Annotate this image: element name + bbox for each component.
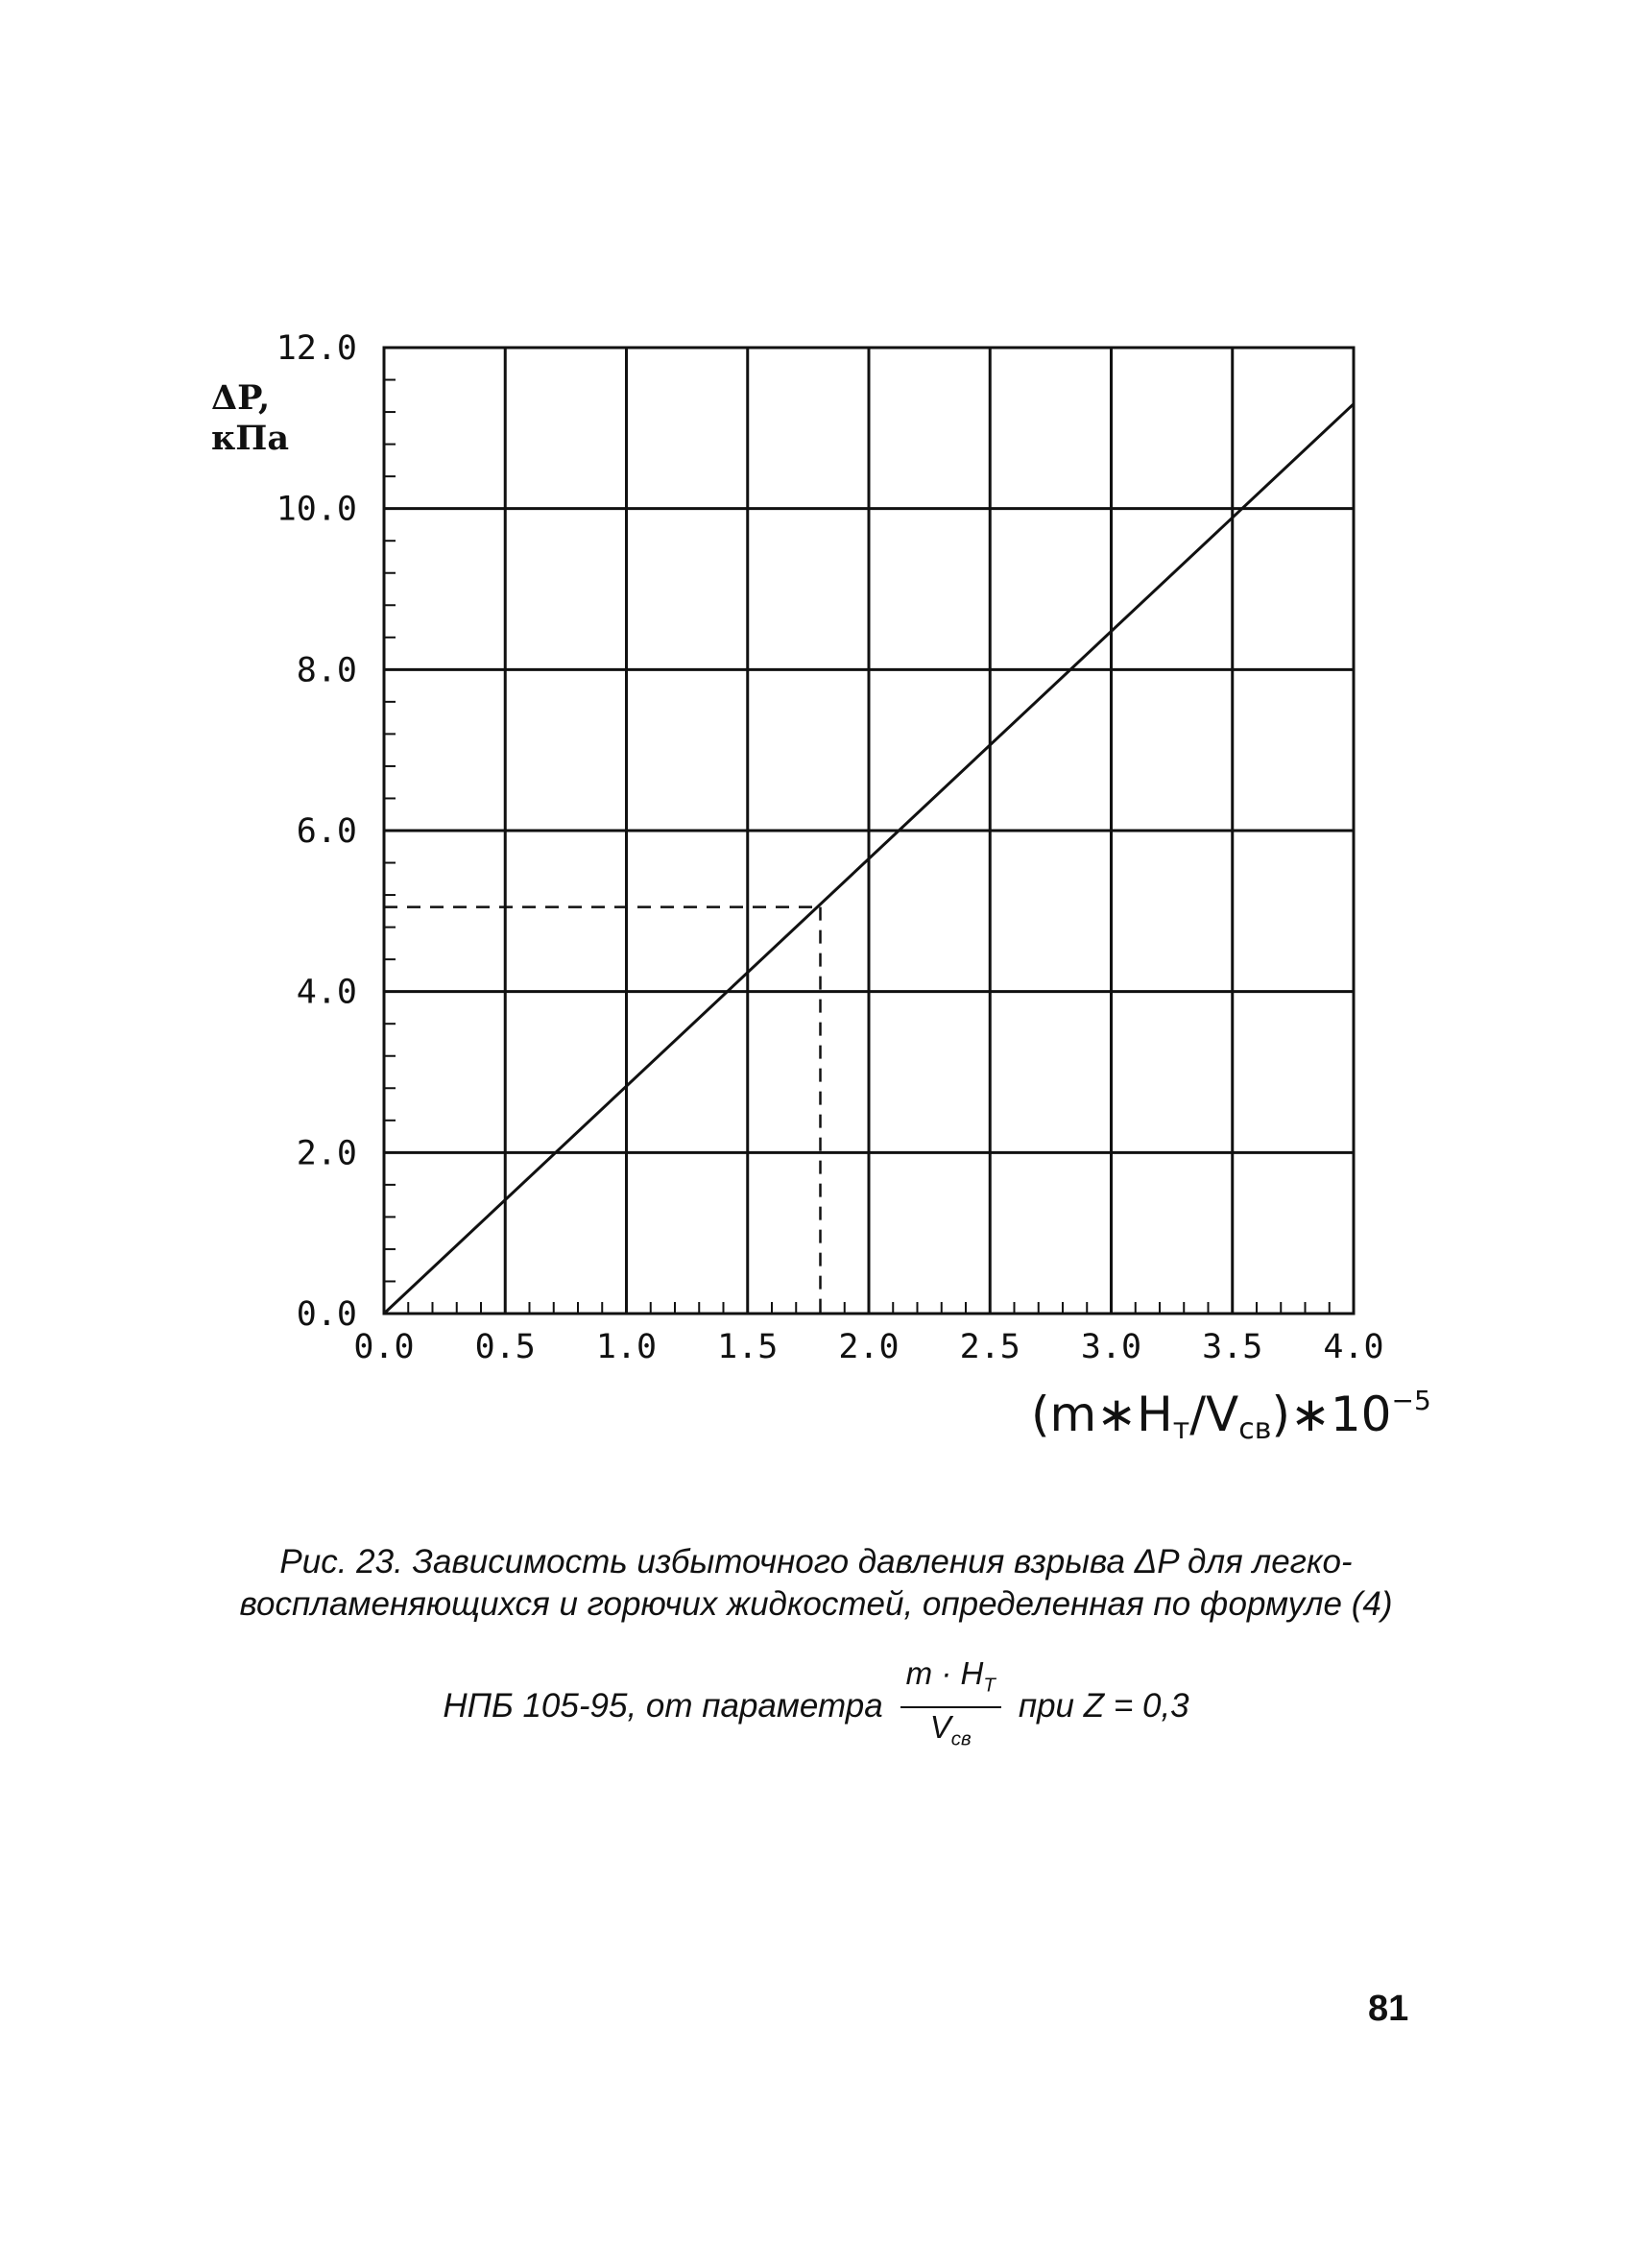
fraction-numerator: $m \cdot H_T$ xyxy=(900,1653,1001,1708)
y-axis-label-line1: ΔP, xyxy=(211,378,271,418)
caption-line3-before: НПБ 105-95, от параметра xyxy=(443,1686,883,1725)
x-tick-label: 1.0 xyxy=(595,1328,658,1366)
fraction-denominator: $V_{св}$ xyxy=(929,1708,972,1750)
x-tick-label: 1.5 xyxy=(717,1328,779,1366)
x-tick-label: 3.0 xyxy=(1080,1328,1142,1366)
x-axis-label: $(m∗Hт/Vсв)∗10^{-5}$ xyxy=(1031,1385,1431,1446)
grid-lines xyxy=(384,348,1354,1314)
y-tick-labels xyxy=(276,329,357,1334)
caption-line-3 xyxy=(221,1653,1411,1758)
y-tick-label: 0.0 xyxy=(296,1295,357,1334)
y-tick-label: 8.0 xyxy=(296,651,357,690)
x-tick-label: 2.5 xyxy=(959,1328,1020,1366)
x-tick-label: 3.5 xyxy=(1202,1328,1263,1366)
y-tick-label: 2.0 xyxy=(296,1134,357,1173)
x-tick-label: 4.0 xyxy=(1323,1328,1384,1366)
y-axis-label-line2: кПа xyxy=(211,419,290,458)
y-tick-label: 10.0 xyxy=(276,490,357,529)
y-tick-label: 6.0 xyxy=(296,812,357,851)
y-tick-label: 4.0 xyxy=(296,973,357,1012)
parameter-fraction xyxy=(900,1653,1001,1758)
caption-line-2: воспламеняющихся и горючих жидкостей, определенная по формуле (4) xyxy=(239,1585,1393,1623)
figure-caption xyxy=(221,1541,1411,1626)
x-tick-labels xyxy=(353,1328,1383,1366)
caption-line-1: Рис. 23. Зависимость избыточного давления взрыва ΔP для легко- xyxy=(279,1543,1353,1580)
page-number: 81 xyxy=(1368,1989,1409,2029)
x-tick-label: 2.0 xyxy=(838,1328,900,1366)
x-tick-label: 0.5 xyxy=(474,1328,536,1366)
y-tick-label: 12.0 xyxy=(276,329,357,368)
x-tick-label: 0.0 xyxy=(353,1328,415,1366)
caption-line3-after: при Z = 0,3 xyxy=(1018,1686,1189,1725)
